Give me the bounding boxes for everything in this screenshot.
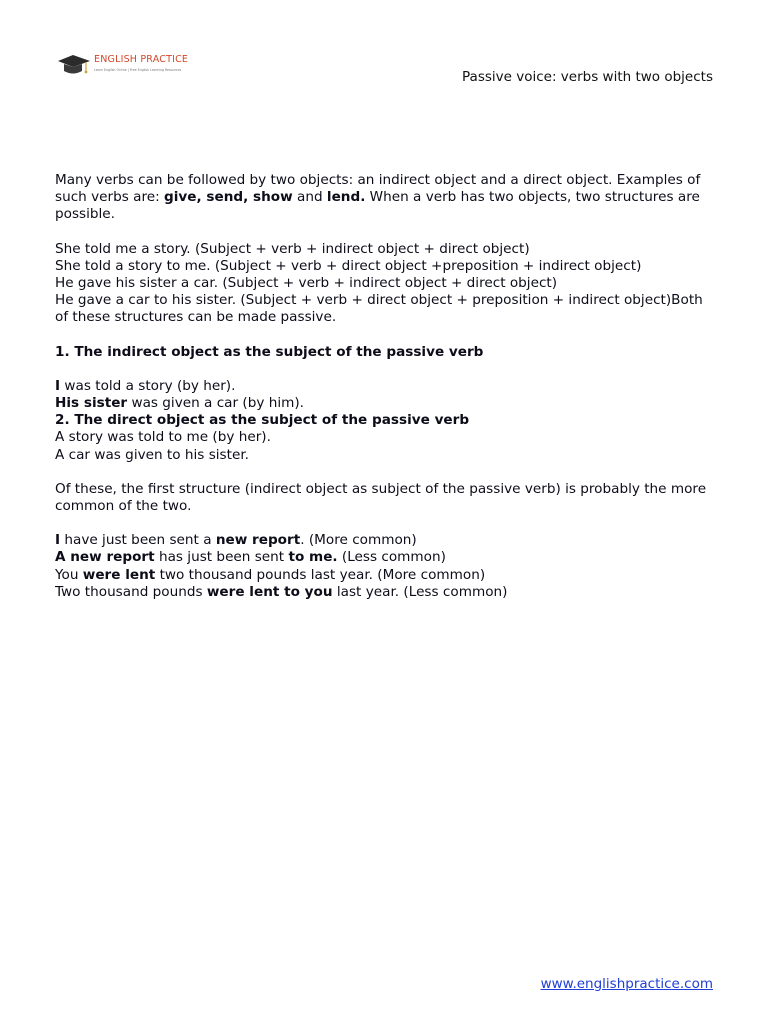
footer-website-link[interactable]: www.englishpractice.com bbox=[540, 976, 713, 992]
document-body bbox=[55, 172, 715, 601]
example-line: A car was given to his sister. bbox=[55, 446, 249, 463]
example-line: Two thousand pounds were lent to you last year. (Less common) bbox=[55, 583, 508, 600]
intro-paragraph: Many verbs can be followed by two objects: an indirect object and a direct object. Examples of such verbs are: give, send, show and lend. When a verb has two objects, two structures are possible. bbox=[55, 172, 701, 223]
example-line: I have just been sent a new report. (More common) bbox=[55, 532, 417, 549]
structure-line: She told a story to me. (Subject + verb + direct object +preposition + indirect object) bbox=[55, 257, 642, 274]
example-line: His sister was given a car (by him). bbox=[55, 395, 304, 412]
logo-tagline: Learn English Online | Free English Learning Resources bbox=[94, 68, 182, 72]
structure-line: He gave a car to his sister. (Subject + verb + direct object + preposition + indirect object)Both of these structures can be made passive. bbox=[55, 292, 703, 326]
structure-line: He gave his sister a car. (Subject + verb + indirect object + direct object) bbox=[55, 275, 558, 292]
example-line: You were lent two thousand pounds last year. (More common) bbox=[55, 566, 486, 583]
logo-title: ENGLISH PRACTICE bbox=[94, 54, 189, 65]
structure-line: She told me a story. (Subject + verb + indirect object + direct object) bbox=[55, 240, 530, 257]
example-line: I was told a story (by her). bbox=[55, 377, 236, 394]
page-title: Passive voice: verbs with two objects bbox=[462, 69, 713, 85]
section-heading: 1. The indirect object as the subject of the passive verb bbox=[55, 343, 484, 360]
example-line: A story was told to me (by her). bbox=[55, 429, 271, 446]
graduation-cap-icon bbox=[56, 52, 92, 78]
summary-paragraph: Of these, the first structure (indirect object as subject of the passive verb) is probably the more common of the two. bbox=[55, 480, 707, 515]
section-heading: 2. The direct object as the subject of the passive verb bbox=[55, 412, 470, 429]
example-line: A new report has just been sent to me. (Less common) bbox=[55, 549, 446, 566]
site-logo bbox=[56, 52, 196, 78]
